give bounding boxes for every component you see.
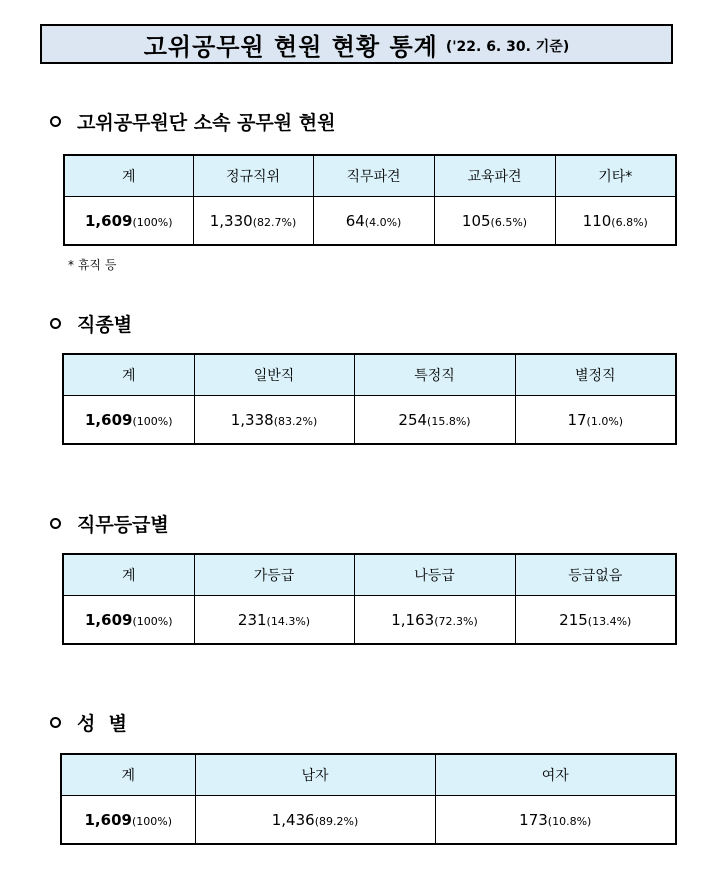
section-heading-text: 직무등급별 (77, 514, 169, 536)
table-header-row (63, 354, 676, 396)
section-heading-job-grade (50, 510, 169, 537)
value-cell-special: 254(15.8%) (354, 396, 515, 445)
value-cell-regular-position: 1,330(82.7%) (193, 197, 313, 246)
header-cell-regular-position: 정규직위 (193, 155, 313, 197)
circle-bullet-icon (50, 116, 61, 127)
table-header-row (64, 155, 676, 197)
section-heading-text: 직종별 (77, 314, 133, 336)
value-cell-no-grade: 215(13.4%) (515, 596, 676, 645)
table-header-row (61, 754, 676, 796)
page-title-box (40, 24, 673, 64)
header-cell-other: 기타* (555, 155, 676, 197)
table-row (63, 596, 676, 645)
section-heading-senior-civil-service (50, 108, 335, 135)
table-row (64, 197, 676, 246)
value-cell-total: 1,609(100%) (64, 197, 193, 246)
value-cell-total: 1,609(100%) (63, 596, 194, 645)
circle-bullet-icon (50, 518, 61, 529)
table-row (63, 396, 676, 445)
header-cell-total: 계 (63, 554, 194, 596)
table-job-grade (62, 553, 677, 645)
header-cell-male: 남자 (195, 754, 435, 796)
value-cell-job-dispatch: 64(4.0%) (313, 197, 434, 246)
value-cell-grade-na: 1,163(72.3%) (354, 596, 515, 645)
section-heading-text: 성 별 (77, 713, 127, 735)
section-heading-gender (50, 709, 127, 736)
value-cell-extraordinary: 17(1.0%) (515, 396, 676, 445)
table-header-row (63, 554, 676, 596)
table-gender (60, 753, 677, 845)
table-job-type (62, 353, 677, 445)
header-cell-grade-ga: 가등급 (194, 554, 354, 596)
circle-bullet-icon (50, 318, 61, 329)
value-cell-general: 1,338(83.2%) (194, 396, 354, 445)
header-cell-grade-na: 나등급 (354, 554, 515, 596)
value-cell-total: 1,609(100%) (61, 796, 195, 845)
header-cell-total: 계 (63, 354, 194, 396)
header-cell-job-dispatch: 직무파견 (313, 155, 434, 197)
table-row (61, 796, 676, 845)
header-cell-total: 계 (61, 754, 195, 796)
header-cell-no-grade: 등급없음 (515, 554, 676, 596)
header-cell-general: 일반직 (194, 354, 354, 396)
value-cell-female: 173(10.8%) (435, 796, 676, 845)
header-cell-total: 계 (64, 155, 193, 197)
value-cell-total: 1,609(100%) (63, 396, 194, 445)
value-cell-other: 110(6.8%) (555, 197, 676, 246)
value-cell-education-dispatch: 105(6.5%) (434, 197, 555, 246)
header-cell-education-dispatch: 교육파견 (434, 155, 555, 197)
footnote: * 휴직 등 (68, 258, 117, 272)
header-cell-extraordinary: 별정직 (515, 354, 676, 396)
section-heading-job-type (50, 310, 132, 337)
circle-bullet-icon (50, 717, 61, 728)
value-cell-grade-ga: 231(14.3%) (194, 596, 354, 645)
page-title-date: ('22. 6. 30. 기준) (445, 39, 570, 55)
table-senior-civil-service (63, 154, 677, 246)
header-cell-special: 특정직 (354, 354, 515, 396)
header-cell-female: 여자 (435, 754, 676, 796)
page-title: 고위공무원 현원 현황 통계 (143, 32, 438, 61)
value-cell-male: 1,436(89.2%) (195, 796, 435, 845)
section-heading-text: 고위공무원단 소속 공무원 현원 (77, 112, 336, 134)
